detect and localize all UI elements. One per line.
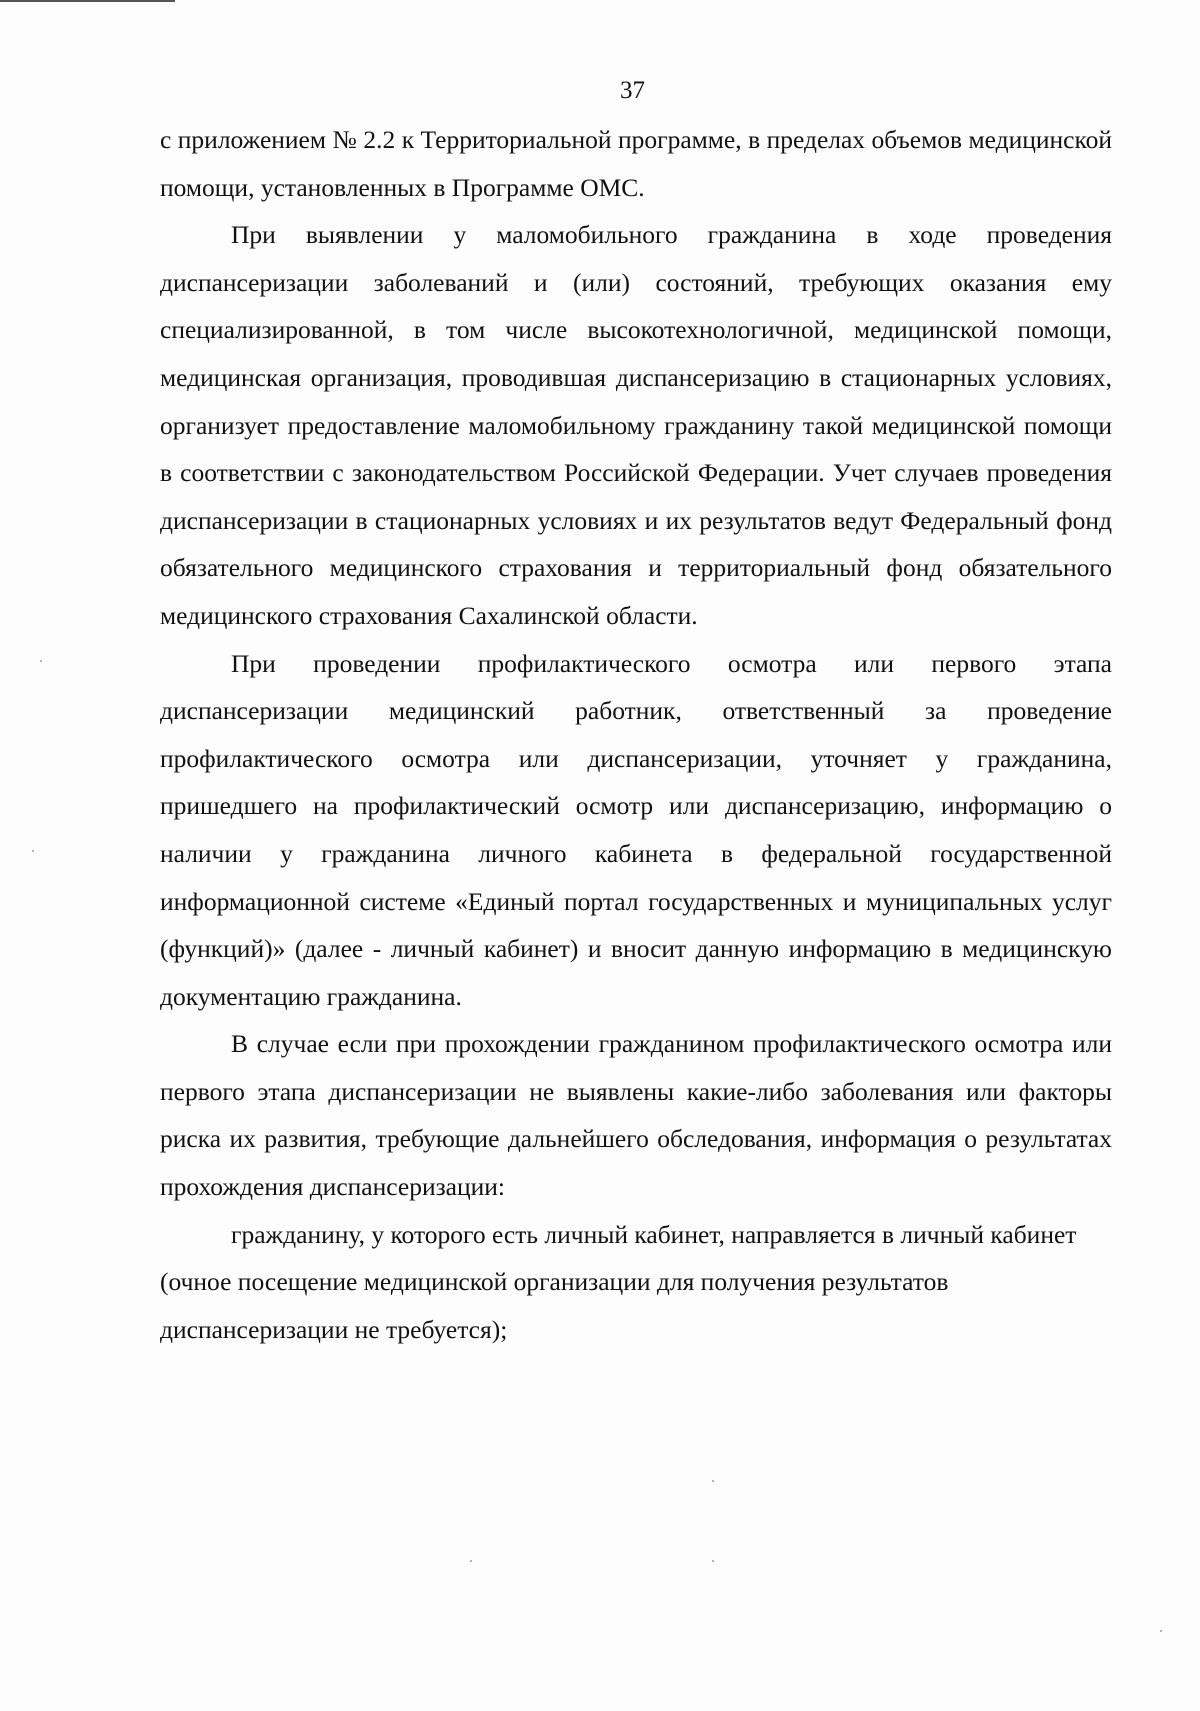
paragraph-low-mobility-citizen: При выявлении у маломобильного гражданина в ходе проведения диспансеризации заболеваний и (или) состояний, требующих оказания ему специализированной, в том числе высокотехнологичной, медицинской помощи, медицинская организация, проводившая диспансеризацию в стационарных условиях, организует предоставление маломобильному гражданину такой медицинской помощи в соответствии с законодательством Российской Федерации. Учет случаев проведения диспансеризации в стационарных условиях и их результатов ведут Федеральный фонд обязательного медицинского страхования и территориальный фонд обязательного медицинского страхования Сахалинской области. [160, 220, 1112, 630]
paragraph-no-findings: В случае если при прохождении гражданином профилактического осмотра или первого этапа диспансеризации не выявлены какие-либо заболевания или факторы риска их развития, требующие дальнейшего обследования, информация о результатах прохождения диспансеризации: [160, 1029, 1112, 1202]
scan-speck [40, 660, 42, 662]
scan-edge-mark [0, 0, 175, 2]
paragraph-continuation: с приложением № 2.2 к Территориальной программе, в пределах объемов медицинской помощи, установленных в Программе ОМС. [160, 125, 1112, 202]
scan-speck [470, 1560, 472, 1562]
scan-speck [712, 1480, 714, 1482]
scan-speck [712, 1560, 714, 1562]
paragraph-result-delivery: гражданину, у которого есть личный кабинет, направляется в личный кабинет (очное посещение медицинской организации для получения результатов диспансеризации не требуется); [160, 1219, 1077, 1344]
page-number: 37 [620, 77, 645, 104]
scan-speck [1160, 1630, 1162, 1632]
paragraph-personal-account-check: При проведении профилактического осмотра или первого этапа диспансеризации медицинский работник, ответственный за проведение профилактического осмотра или диспансеризации, уточняет у гражданина, пришедшего на профилактический осмотр или диспансеризацию, информацию о наличии у гражданина личного кабинета в федеральной государственной информационной системе «Единый портал государственных и муниципальных услуг (функций)» (далее - личный кабинет) и вносит данную информацию в медицинскую документацию гражданина. [160, 648, 1112, 1011]
document-body [160, 116, 1112, 1353]
scan-speck [32, 850, 34, 852]
